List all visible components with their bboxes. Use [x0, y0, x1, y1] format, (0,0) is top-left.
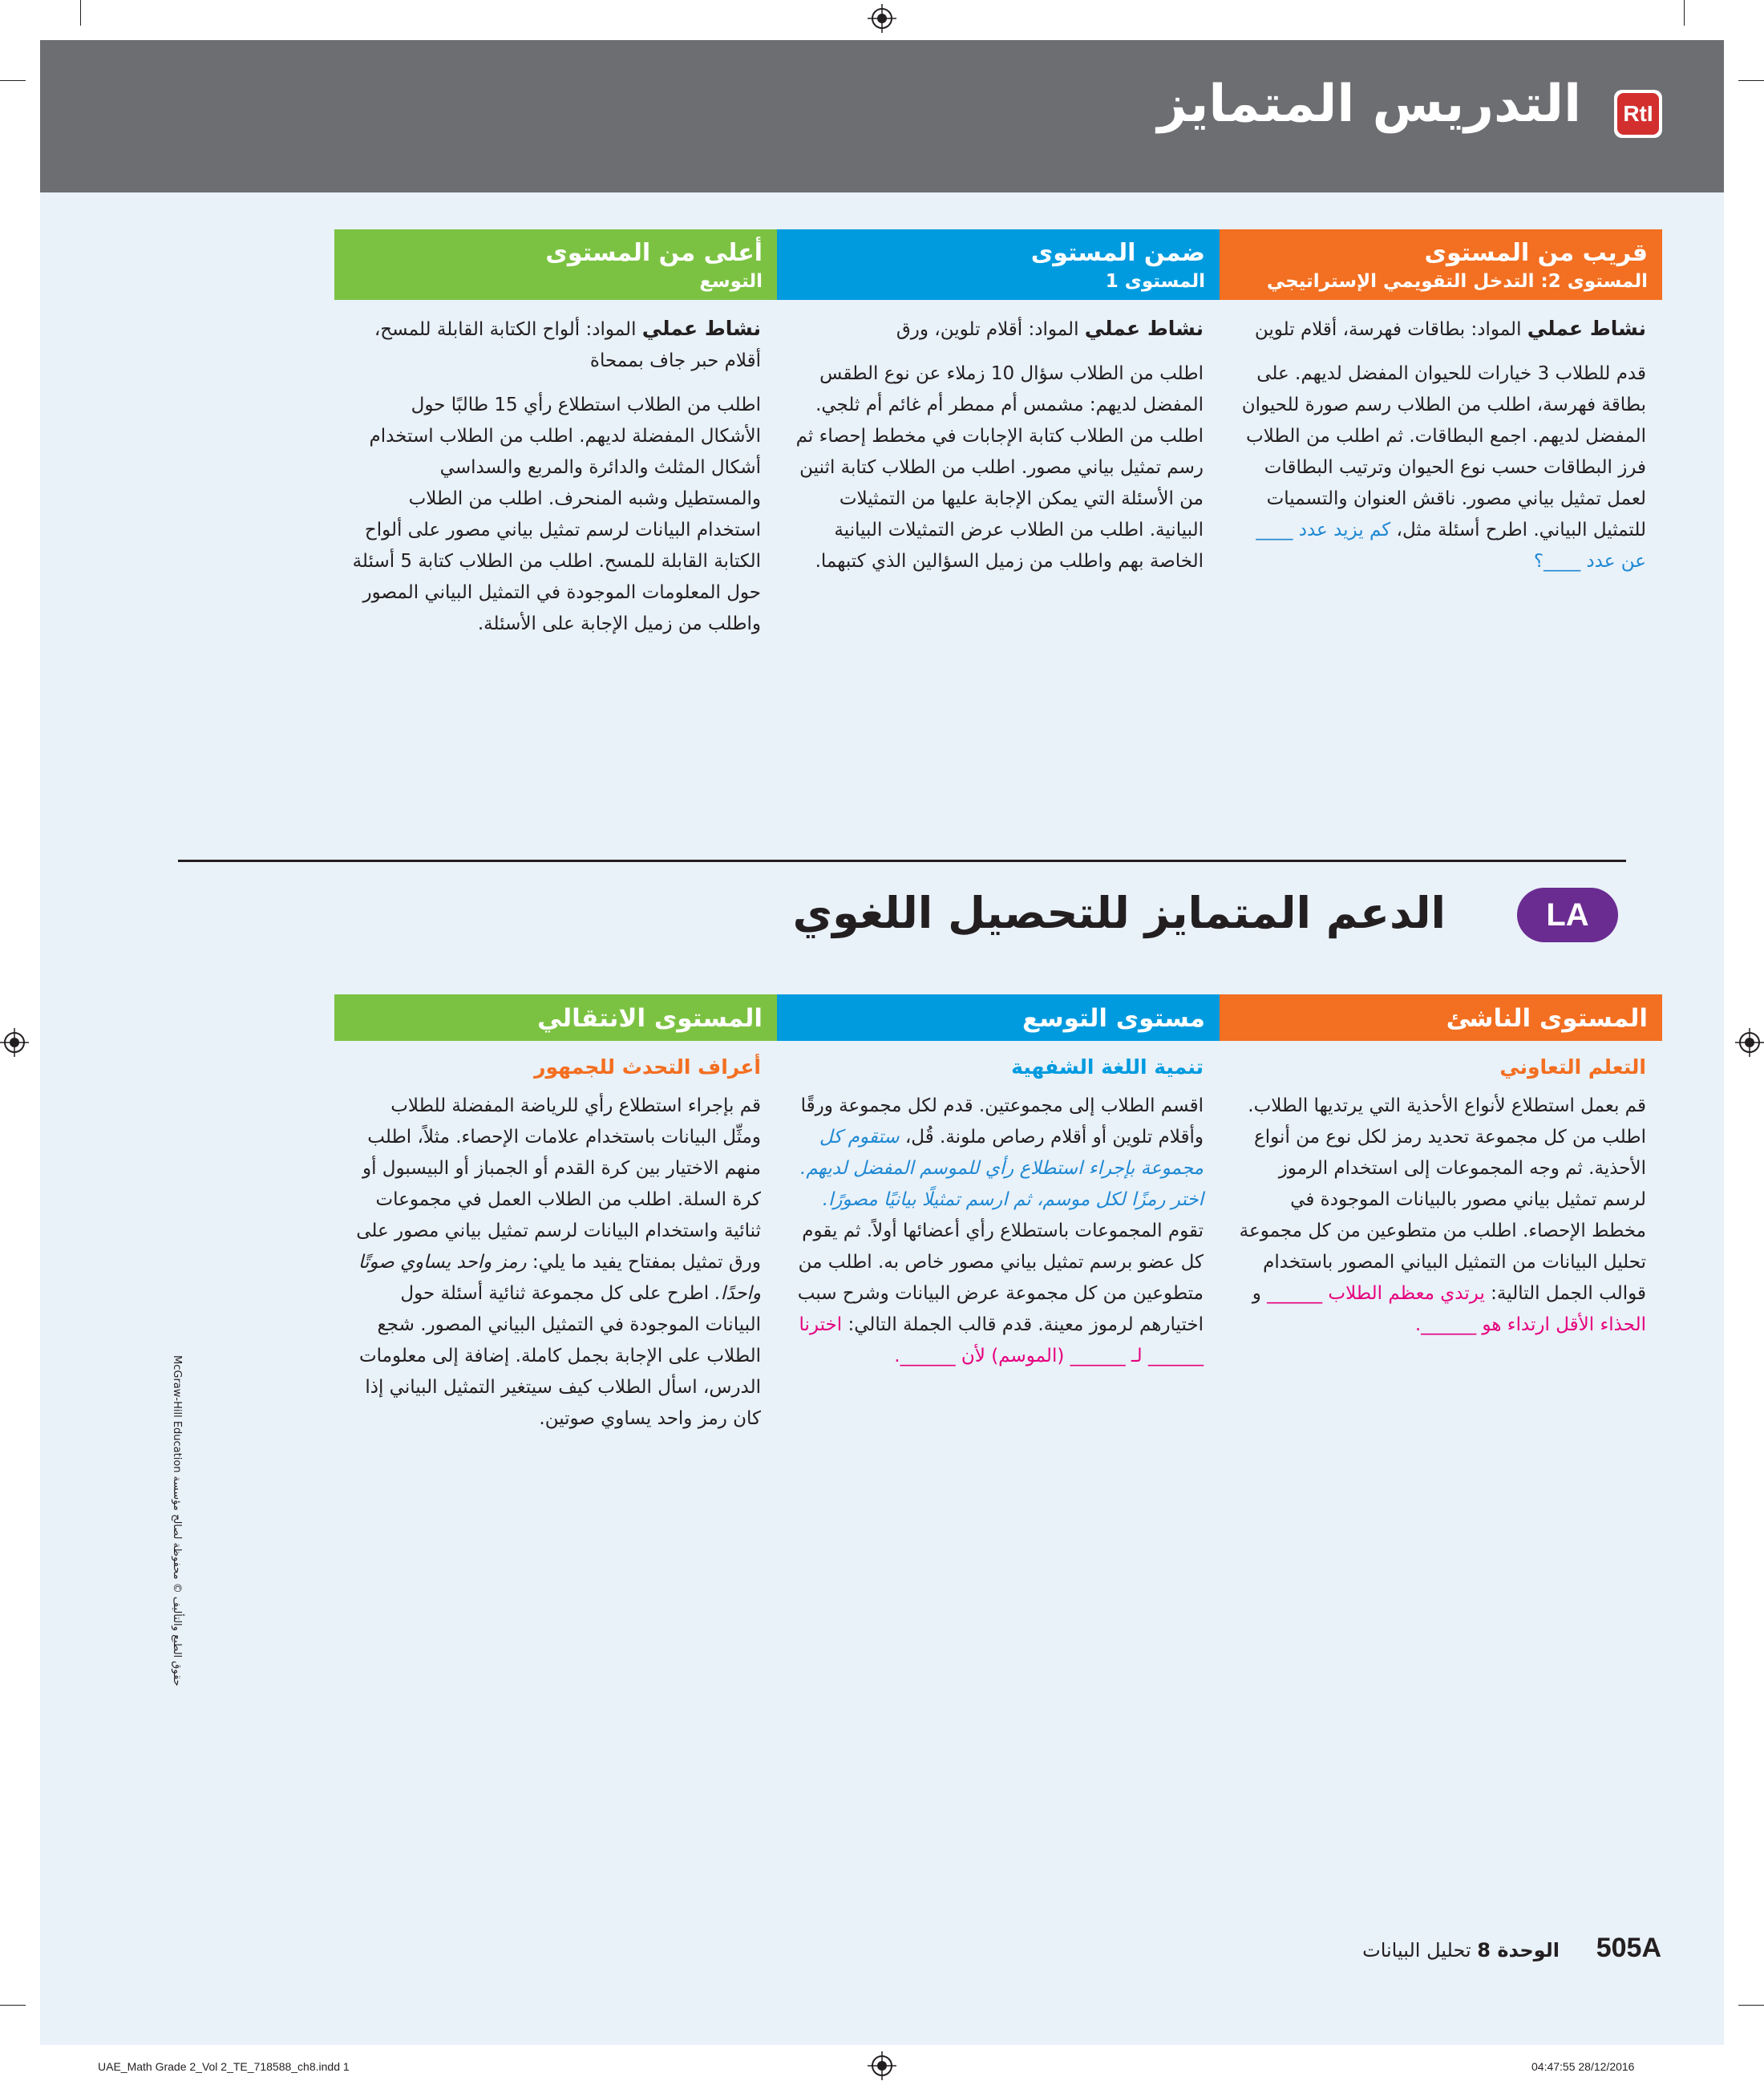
- activity-text: اطلب من الطلاب سؤال 10 زملاء عن نوع الطقس المفضل لديهم: مشمس أم ممطر أم غائم أم ثلجي. اطلب من الطلاب كتابة الإجابات في مخطط إحصاء ثم رسم تمثيل بياني مصور. اطلب من الطلاب كتابة اثنين من الأسئلة التي يمكن الإجابة عليها من التمثيلات البيانية. اطلب من الطلاب عرض التمثيلات البيانية الخاصة بهم واطلب من زميل السؤالين الذي كتبهما.: [795, 363, 1204, 572]
- page-footer: [1362, 1933, 1661, 1964]
- la-column-expanding: [777, 994, 1220, 1385]
- column-subtitle: التعلم التعاوني: [1499, 1055, 1646, 1079]
- page-title: التدريس المتمايز: [1157, 75, 1581, 134]
- level-subtitle: التوسع: [699, 271, 763, 292]
- crop-mark: [1738, 80, 1764, 81]
- column-body: [334, 1086, 777, 1435]
- sentence-frame: يرتدي معظم الطلاب ______: [1267, 1283, 1485, 1304]
- activity-label: نشاط عملي: [1527, 317, 1646, 340]
- activity-description: قم بإجراء استطلاع رأي للرياضة المفضلة للطلاب ومثِّل البيانات باستخدام علامات الإحصاء. مثلاً، اطلب منهم الاختيار بين كرة القدم أو الجمباز أو البيسبول أو كرة السلة. اطلب من الطلاب العمل في مجموعات ثنائية واستخدام البيانات لرسم تمثيل بياني مصور على ورق تمثيل بمفتاح يفيد ما يلي:: [356, 1095, 761, 1273]
- registration-mark-icon: [0, 1028, 29, 1057]
- registration-mark-icon: [868, 2051, 896, 2080]
- section-title: الدعم المتمايز للتحصيل اللغوي: [792, 888, 1446, 938]
- activity-description: قدم للطلاب 3 خيارات للحيوان المفضل لديهم. على بطاقة فهرسة، اطلب من الطلاب رسم صورة للحيوان المفضل لديهم. اجمع البطاقات. ثم اطلب من الطلاب فرز البطاقات حسب نوع الحيوان وترتيب البطاقات لعمل تمثيل بياني مصور. ناقش العنوان والتسميات للتمثيل البياني.: [1241, 363, 1646, 540]
- level-title: أعلى من المستوى: [545, 239, 763, 267]
- activity-text: [350, 1091, 761, 1435]
- activity-text: [1236, 358, 1646, 577]
- activity-description: اقسم الطلاب إلى مجموعتين. قدم لكل مجموعة ورقًا وأقلام تلوين أو أقلام رصاص ملونة. قُل،: [800, 1095, 1204, 1148]
- registration-mark-icon: [868, 4, 896, 33]
- column-subtitle: تنمية اللغة الشفهية: [1011, 1055, 1204, 1079]
- column-header: [777, 229, 1220, 300]
- section-divider: [178, 860, 1626, 862]
- crop-mark: [1738, 2005, 1764, 2006]
- column-header: [1220, 994, 1662, 1041]
- level-subtitle: المستوى 1: [1105, 271, 1205, 292]
- rti-column-beyond: [334, 229, 777, 653]
- graph-key: رمز واحد يساوي صوتًا واحدًا.: [358, 1252, 761, 1304]
- crop-mark: [80, 0, 81, 26]
- column-body: [777, 300, 1220, 577]
- prompt-example: كم يزيد عدد ____ عن عدد ____؟: [1256, 520, 1646, 572]
- activity-label: نشاط عملي: [1084, 317, 1204, 340]
- activity-text: اطلب من الطلاب استطلاع رأي 15 طالبًا حول الأشكال المفضلة لديهم. اطلب من الطلاب استخدام أشكال المثلث والدائرة والمربع والسداسي والمستطيل وشبه المنحرف. اطلب من الطلاب استخدام البيانات لرسم تمثيل بياني مصور على ألواح الكتابة القابلة للمسح. اطلب من الطلاب كتابة 5 أسئلة حول المعلومات الموجودة في التمثيل البياني المصور واطلب من زميل الإجابة على الأسئلة.: [352, 395, 761, 634]
- conjunction: و: [1252, 1283, 1268, 1304]
- column-header: [334, 229, 777, 300]
- column-header: [334, 994, 777, 1041]
- materials-label: المواد:: [585, 319, 637, 340]
- column-body: [1220, 1086, 1662, 1341]
- crop-mark: [1684, 0, 1685, 26]
- sentence-frame: الحذاء الأقل ارتداء هو ______.: [1414, 1314, 1646, 1335]
- materials-list: أقلام تلوين، ورق: [896, 319, 1023, 340]
- level-title: المستوى الناشئ: [1446, 1004, 1648, 1033]
- rti-column-on-level: [777, 229, 1220, 590]
- page-number: 505A: [1596, 1933, 1661, 1963]
- level-title: ضمن المستوى: [1030, 239, 1205, 267]
- activity-description: تقوم المجموعات باستطلاع رأي أعضائها أولاً. ثم يقوم كل عضو برسم تمثيل بياني مصور خاص به. اطلب من متطوعين من كل مجموعة عرض البيانات وشرح سبب اختيارهم لرموز معينة. قدم قالب الجملة التالي:: [797, 1221, 1204, 1335]
- rti-badge-label: RtI: [1617, 93, 1659, 135]
- column-header: [1220, 229, 1662, 300]
- column-body: [334, 300, 777, 640]
- registration-mark-icon: [1735, 1028, 1764, 1057]
- crop-mark: [0, 2005, 26, 2006]
- level-subtitle: المستوى 2: التدخل التقويمي الإستراتيجي: [1266, 271, 1648, 292]
- materials-list: بطاقات فهرسة، أقلام تلوين: [1254, 319, 1466, 340]
- materials-line: [793, 313, 1204, 346]
- activity-description: اطرح على كل مجموعة ثنائية أسئلة حول البيانات الموجودة في التمثيل البياني المصور. شجع الطلاب على الإجابة بجمل كاملة. إضافة إلى معلومات الدرس، اسأل الطلاب كيف سيتغير التمثيل البياني إذا كان رمز واحد يساوي صوتين.: [358, 1283, 761, 1429]
- crop-mark: [0, 80, 26, 81]
- copyright-note: حقوق الطبع والتأليف © محفوظة لصالح مؤسسة McGraw-Hill Education: [171, 1355, 183, 1686]
- level-title: المستوى الانتقالي: [537, 1004, 763, 1033]
- unit-label: الوحدة 8: [1477, 1939, 1560, 1962]
- rti-badge: [1614, 90, 1662, 138]
- activity-label: نشاط عملي: [641, 317, 761, 340]
- la-column-bridging: [334, 994, 777, 1447]
- print-slug-date: 28/12/2016 04:47:55: [1531, 2060, 1635, 2073]
- materials-label: المواد:: [1028, 319, 1079, 340]
- prompt-lead: اطرح أسئلة مثل،: [1390, 520, 1528, 540]
- activity-text: [793, 1091, 1204, 1372]
- la-badge: LA: [1517, 888, 1618, 942]
- materials-list: ألواح الكتابة القابلة للمسح، أقلام حبر جاف بممحاة: [374, 319, 761, 371]
- activity-text: [1236, 1091, 1646, 1341]
- column-body: [777, 1086, 1220, 1372]
- materials-line: [350, 313, 761, 377]
- la-column-emerging: [1220, 994, 1662, 1354]
- print-slug-file: UAE_Math Grade 2_Vol 2_TE_718588_ch8.indd 1: [98, 2060, 350, 2073]
- unit-title: تحليل البيانات: [1362, 1939, 1471, 1962]
- column-subtitle: أعراف التحدث للجمهور: [534, 1055, 761, 1079]
- column-body: [1220, 300, 1662, 577]
- sentence-frame: اخترنا ______ لـ ______ (الموسم) لأن ______.: [799, 1314, 1204, 1366]
- materials-label: المواد:: [1471, 319, 1522, 340]
- activity-description: قم بعمل استطلاع لأنواع الأحذية التي يرتديها الطلاب. اطلب من كل مجموعة تحديد رمز لكل نوع من أنواع الأحذية. ثم وجه المجموعات إلى استخدام الرموز لرسم تمثيل بياني مصور بالبيانات الموجودة في مخطط الإحصاء. اطلب من متطوعين من كل مجموعة تحليل البيانات من التمثيل البياني المصور باستخدام قوالب الجمل التالية:: [1239, 1095, 1646, 1304]
- rti-column-approaching: [1220, 229, 1662, 590]
- column-header: [777, 994, 1220, 1041]
- materials-line: [1236, 313, 1646, 346]
- level-title: قريب من المستوى: [1424, 239, 1648, 267]
- teacher-quote: ستقوم كل مجموعة بإجراء استطلاع رأي للموسم المفضل لديهم. اختر رمزًا لكل موسم، ثم ارسم تمثيلًا بيانيًا مصورًا.: [800, 1127, 1204, 1210]
- level-title: مستوى التوسع: [1022, 1004, 1205, 1033]
